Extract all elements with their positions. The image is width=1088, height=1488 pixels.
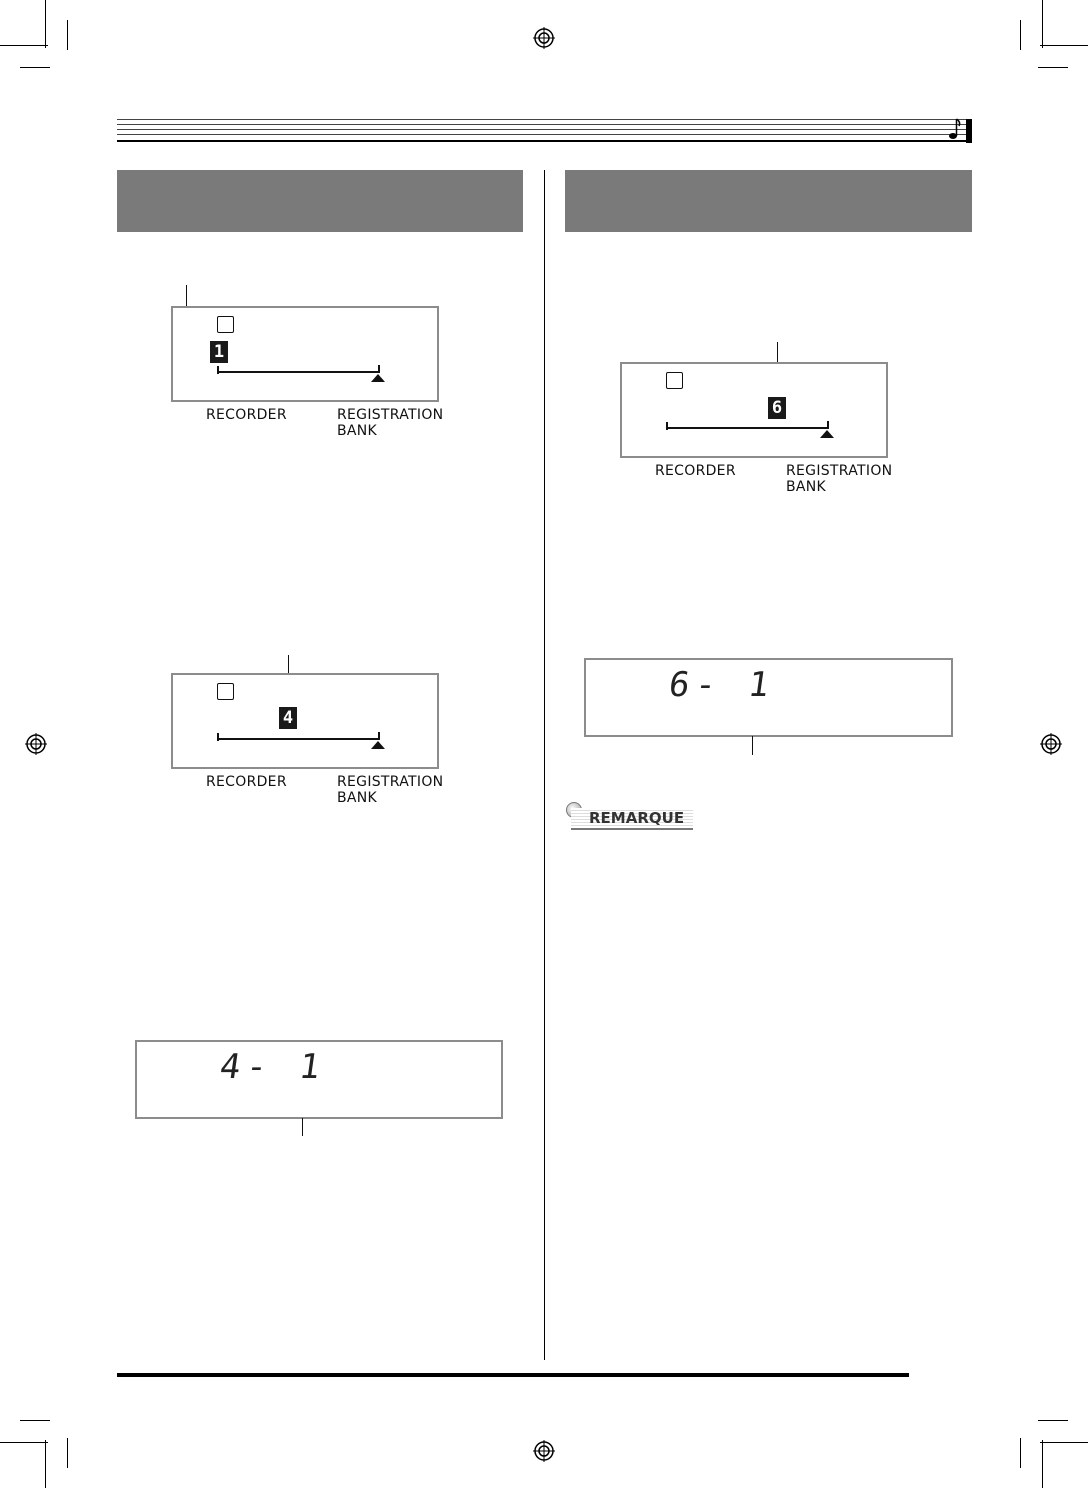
right-section-header	[565, 170, 972, 232]
remarque-label: REMARQUE	[571, 808, 693, 830]
lcd-square-indicator	[666, 372, 683, 389]
bank-label: BANK	[337, 423, 378, 439]
bank-label: BANK	[337, 790, 378, 806]
column-divider	[544, 170, 545, 1360]
recorder-label: RECORDER	[655, 463, 736, 479]
footer-rule	[117, 1373, 909, 1377]
recorder-label: RECORDER	[206, 407, 287, 423]
registration-mark-icon	[533, 27, 555, 49]
registration-label: REGISTRATION	[337, 407, 444, 423]
lcd-pointer-icon	[371, 374, 385, 382]
lcd-bank-digit: 1	[210, 341, 228, 363]
registration-label: REGISTRATION	[337, 774, 444, 790]
registration-mark-icon	[533, 1440, 555, 1462]
lcd-pointer-icon	[820, 430, 834, 438]
recorder-label: RECORDER	[206, 774, 287, 790]
lcd-bank-digit: 4	[279, 707, 297, 729]
lcd-area-number: 4- 1	[217, 1047, 329, 1087]
lcd-square-indicator	[217, 316, 234, 333]
lcd-square-indicator	[217, 683, 234, 700]
lcd-pointer-icon	[371, 741, 385, 749]
bank-label: BANK	[786, 479, 827, 495]
left-section-header	[117, 170, 523, 232]
lcd-bank-digit: 6	[768, 397, 786, 419]
note-icon	[948, 117, 962, 141]
registration-label: REGISTRATION	[786, 463, 893, 479]
registration-mark-icon	[1040, 733, 1062, 755]
lcd-area-number: 6- 1	[666, 665, 778, 705]
registration-mark-icon	[25, 733, 47, 755]
